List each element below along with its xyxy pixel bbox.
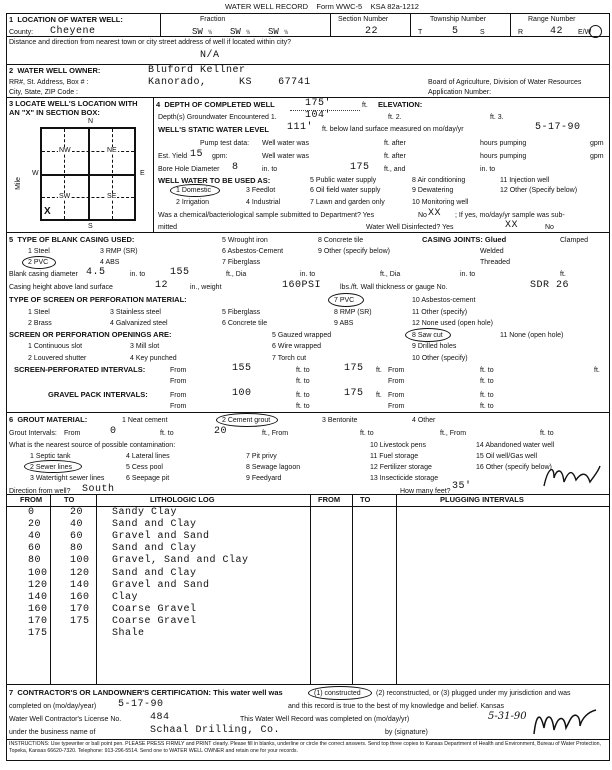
weight-label: in., weight	[190, 284, 222, 291]
use-lawn[interactable]: 7 Lawn and garden only	[310, 199, 385, 206]
opening-saw[interactable]: 8 Saw cut	[412, 332, 443, 339]
contam-feedyard[interactable]: 9 Feedyard	[246, 475, 282, 482]
opening-torch[interactable]: 7 Torch cut	[272, 355, 307, 362]
hp-label-2: hours pumping	[480, 153, 527, 160]
casing-pvc[interactable]: 2 PVC	[28, 259, 49, 266]
screen-concrete[interactable]: 6 Concrete tile	[222, 320, 268, 327]
depth-value[interactable]: 175'	[305, 98, 332, 109]
compass-e: E	[140, 170, 145, 177]
fraction-label: Fraction	[200, 16, 226, 23]
grout-ft-from: ft., From	[262, 430, 289, 437]
casing-concrete[interactable]: 8 Concrete tile	[318, 237, 364, 244]
log-cell-d[interactable]: Shale	[112, 628, 145, 639]
casing-asbestos[interactable]: 6 Asbestos-Cement	[222, 248, 284, 255]
compass-w: W	[32, 170, 39, 177]
instructions: INSTRUCTIONS: Use typewriter or ball point pen. PLEASE PRESS FIRMLY and PRINT clearly. Please fill in blanks, underline or circle the correct answers. Send top three copies to Kansas Department of Health and Environment, Bureau of Water Protection, Topeka, Kansas 66620-7320. Telephone: 913-296-5514. Send one to WATER WELL OWNER and retain one for your records.	[9, 741, 601, 754]
contam-other[interactable]: 16 Other (specify below)	[476, 464, 552, 471]
log-cell-f[interactable]: 170	[28, 616, 48, 627]
contam-oilgas[interactable]: 15 Oil well/Gas well	[476, 453, 538, 460]
diam-in-to: in. to	[300, 271, 316, 278]
screen-galvanized[interactable]: 4 Galvanized steel	[110, 320, 168, 327]
ew-label: E/W	[578, 29, 592, 36]
perf-1-to[interactable]: 175	[344, 363, 364, 374]
chem-no-mark[interactable]: XX	[428, 208, 442, 219]
joint-threaded[interactable]: Threaded	[480, 259, 510, 266]
screen-pvc[interactable]: 7 PVC	[334, 297, 355, 304]
use-domestic[interactable]: 1 Domestic	[176, 187, 212, 194]
depth-ft: ft.	[362, 102, 368, 109]
perf-from-2: From	[170, 378, 187, 385]
howmany-value[interactable]: 35'	[452, 481, 472, 492]
static-tail: ft. below land surface measured on mo/day/yr	[322, 126, 464, 133]
plug-from-header: FROM	[318, 495, 341, 504]
log-cell-f[interactable]: 0	[28, 507, 35, 518]
ww-label-2: Well water was	[262, 153, 309, 160]
log-cell-t[interactable]: 140	[70, 580, 90, 591]
county-value[interactable]: Cheyene	[50, 26, 96, 37]
owner-city[interactable]: Kanorado, KS 67741	[148, 77, 311, 88]
grout-to[interactable]: 20	[214, 426, 228, 437]
log-cell-f[interactable]: 140	[28, 592, 48, 603]
perf-to-2b: ft. to	[480, 378, 494, 385]
chem-mitted: mitted	[158, 224, 178, 231]
screen-brass[interactable]: 2 Brass	[28, 320, 52, 327]
log-cell-f[interactable]: 175	[28, 628, 48, 639]
height-value[interactable]: 12	[155, 280, 169, 291]
cert-constructed[interactable]: (1) constructed	[314, 690, 361, 697]
contam-lateral[interactable]: 4 Lateral lines	[126, 453, 170, 460]
grout-ft-to-2: ft. to	[540, 430, 554, 437]
openings-label: SCREEN OR PERFORATION OPENINGS ARE:	[9, 330, 172, 339]
gpm-2: gpm	[590, 153, 604, 160]
mile-label: Mile	[14, 177, 22, 190]
casing-wrought[interactable]: 5 Wrought iron	[222, 237, 268, 244]
log-cell-d[interactable]: Sand and Clay	[112, 519, 197, 530]
perf-from-1b: From	[388, 367, 405, 374]
s-label: S	[480, 29, 485, 36]
contam-privy[interactable]: 7 Pit privy	[246, 453, 277, 460]
grout-to-label: ft. to	[160, 430, 174, 437]
use-public[interactable]: 5 Public water supply	[310, 177, 377, 184]
log-from-header: FROM	[20, 495, 43, 504]
contam-fertilizer[interactable]: 12 Fertilizer storage	[370, 464, 432, 471]
cert-tail: (2) reconstructed, or (3) plugged under my jurisdiction and was	[376, 690, 571, 697]
section-3-title-2: AN "X" IN SECTION BOX:	[9, 108, 100, 117]
section-5-title: 5 TYPE OF BLANK CASING USED:	[9, 235, 135, 244]
disinfected-label: Water Well Disinfected? Yes	[366, 224, 454, 231]
static-date[interactable]: 5-17-90	[535, 122, 581, 133]
log-cell-d[interactable]: Gravel, Sand and Clay	[112, 555, 249, 566]
gw2-label: ft. 2.	[388, 114, 402, 121]
section-number-label: Section Number	[338, 16, 389, 23]
groundwater-1[interactable]: 104'	[305, 110, 332, 121]
log-cell-d[interactable]: Clay	[112, 592, 139, 603]
grout-other[interactable]: 4 Other	[412, 417, 436, 424]
log-cell-f[interactable]: 60	[28, 543, 42, 554]
screen-fiberglass[interactable]: 5 Fiberglass	[222, 309, 261, 316]
bore-value[interactable]: 8	[232, 162, 239, 173]
use-ac[interactable]: 8 Air conditioning	[412, 177, 466, 184]
grout-from[interactable]: 0	[110, 426, 117, 437]
section-6-title: 6 GROUT MATERIAL:	[9, 415, 88, 424]
log-cell-t[interactable]: 40	[70, 519, 84, 530]
grid-se: SE	[107, 193, 117, 200]
contam-watertight[interactable]: 3 Watertight sewer lines	[30, 475, 105, 482]
section-2-title: 2 WATER WELL OWNER:	[9, 66, 101, 75]
hp-label-1: hours pumping	[480, 140, 527, 147]
joints-label: CASING JOINTS: Glued	[422, 235, 507, 244]
diam-ft-dia: ft., Dia	[226, 271, 247, 278]
log-cell-d[interactable]: Gravel and Sand	[112, 580, 210, 591]
opening-none[interactable]: 11 None (open hole)	[500, 332, 564, 339]
perf-ft-1: ft.	[376, 367, 382, 374]
contam-label: What is the nearest source of possible contamination:	[9, 442, 176, 449]
after-label-1: ft. after	[384, 140, 406, 147]
quarter-3[interactable]: SW ¼	[268, 27, 288, 37]
log-cell-f[interactable]: 80	[28, 555, 42, 566]
log-cell-d[interactable]: Coarse Gravel	[112, 604, 197, 615]
range-value[interactable]: 42	[550, 26, 564, 37]
perf-1-from[interactable]: 155	[232, 363, 252, 374]
gravel-1-to[interactable]: 175	[344, 388, 364, 399]
completed-label: completed on (mo/day/year)	[9, 703, 97, 710]
grout-ft-to: ft. to	[360, 430, 374, 437]
grid-sw: SW	[59, 193, 71, 200]
chem-tail: ; If yes, mo/day/yr sample was sub-	[455, 212, 565, 219]
after-label-2: ft. after	[384, 153, 406, 160]
log-litho-header: LITHOLOGIC LOG	[150, 495, 215, 504]
use-label: WELL WATER TO BE USED AS:	[158, 176, 271, 185]
form-title: WATER WELL RECORD Form WWC-5 KSA 82a-1212	[225, 2, 419, 11]
casing-steel[interactable]: 1 Steel	[28, 248, 50, 255]
log-cell-t[interactable]: 100	[70, 555, 90, 566]
perf-to-2: ft. to	[296, 378, 310, 385]
city-label: City, State, ZIP Code :	[9, 89, 78, 96]
log-cell-d[interactable]: Gravel and Sand	[112, 531, 210, 542]
business-label: under the business name of	[9, 729, 96, 736]
plug-header: PLUGGING INTERVALS	[440, 495, 524, 504]
gravel-from-2b: From	[388, 403, 405, 410]
weight-unit: lbs./ft. Wall thickness or gauge No.	[340, 284, 448, 291]
r-label: R	[518, 29, 524, 36]
casing-abs[interactable]: 4 ABS	[100, 259, 120, 266]
application-number-label: Application Number:	[428, 89, 492, 96]
log-cell-f[interactable]: 20	[28, 519, 42, 530]
contam-fuel[interactable]: 11 Fuel storage	[370, 453, 419, 460]
pump-label: Pump test data:	[200, 140, 250, 147]
joint-clamped[interactable]: Clamped	[560, 237, 589, 244]
joint-welded[interactable]: Welded	[480, 248, 504, 255]
bore-in: in. to	[262, 166, 278, 173]
grid-ne: NE	[107, 147, 117, 154]
contam-seepage[interactable]: 6 Seepage pit	[126, 475, 170, 482]
opening-other[interactable]: 10 Other (specify)	[412, 355, 468, 362]
township-number-label: Township Number	[430, 16, 487, 23]
grout-cement[interactable]: 2 Cement grout	[222, 417, 271, 424]
diam-in-to-2: in. to	[460, 271, 476, 278]
opening-key[interactable]: 4 Key punched	[130, 355, 177, 362]
log-cell-t[interactable]: 20	[70, 507, 84, 518]
diam-ft-end: ft.	[560, 271, 566, 278]
perf-to-1b: ft. to	[480, 367, 494, 374]
board-label: Board of Agriculture, Division of Water Resources	[428, 79, 582, 86]
gravel-from-1b: From	[388, 392, 405, 399]
screen-asbestos[interactable]: 10 Asbestos-cement	[412, 297, 476, 304]
disinfected-yes[interactable]: XX	[505, 220, 519, 231]
completed-date[interactable]: 5-17-90	[118, 699, 164, 710]
record-label: This Water Well Record was completed on (mo/day/yr)	[240, 716, 410, 723]
section-3-title: 3 LOCATE WELL'S LOCATION WITH	[9, 99, 138, 108]
diam-ft-dia-2: ft., Dia	[380, 271, 401, 278]
log-cell-d[interactable]: Coarse Gravel	[112, 616, 197, 627]
business-value[interactable]: Schaal Drilling, Co.	[150, 725, 281, 736]
true-text: and this record is true to the best of my knowledge and belief. Kansas	[288, 703, 504, 710]
grout-bentonite[interactable]: 3 Bentonite	[322, 417, 358, 424]
gw3-label: ft. 3.	[490, 114, 504, 121]
screen-rmp[interactable]: 8 RMP (SR)	[334, 309, 372, 316]
gravel-to-1b: ft. to	[480, 392, 494, 399]
gravel-to-2b: ft. to	[480, 403, 494, 410]
contam-cesspool[interactable]: 5 Cess pool	[126, 464, 163, 471]
bore-in-to: in. to	[480, 166, 496, 173]
howmany-label: How many feet?	[400, 488, 451, 495]
record-date[interactable]: 5-31-90	[488, 711, 527, 722]
township-value[interactable]: 5	[452, 26, 459, 37]
screen-stainless[interactable]: 3 Stainless steel	[110, 309, 161, 316]
compass-n: N	[88, 118, 94, 125]
log-cell-f[interactable]: 100	[28, 568, 48, 579]
section-4-title: 4 DEPTH OF COMPLETED WELL	[156, 100, 275, 109]
section-number[interactable]: 22	[365, 26, 379, 37]
gravel-to-1: ft. to	[296, 392, 310, 399]
well-location-x: X	[44, 206, 51, 217]
use-oilfield[interactable]: 6 Oil field water supply	[310, 187, 381, 194]
screen-label: TYPE OF SCREEN OR PERFORATION MATERIAL:	[9, 295, 187, 304]
opening-louvered[interactable]: 2 Louvered shutter	[28, 355, 87, 362]
diam-to[interactable]: 155	[170, 267, 190, 278]
log-cell-f[interactable]: 40	[28, 531, 42, 542]
signature-initials	[540, 460, 604, 490]
static-label: WELL'S STATIC WATER LEVEL	[158, 125, 269, 134]
log-cell-d[interactable]: Sandy Clay	[112, 507, 178, 518]
gravel-from-2: From	[170, 403, 187, 410]
grout-intervals-label: Grout Intervals:	[9, 430, 57, 437]
use-injection[interactable]: 11 Injection well	[500, 177, 550, 184]
log-cell-d[interactable]: Sand and Clay	[112, 543, 197, 554]
chem-label: Was a chemical/bacteriological sample submitted to Department? Yes	[158, 212, 375, 219]
gravel-1-from[interactable]: 100	[232, 388, 252, 399]
log-cell-t[interactable]: 160	[70, 592, 90, 603]
casing-rmp[interactable]: 3 RMP (SR)	[100, 248, 138, 255]
contam-septic[interactable]: 1 Septic tank	[30, 453, 71, 460]
grout-ft-from-2: ft., From	[440, 430, 467, 437]
section-grid[interactable]	[40, 127, 136, 221]
license-label: Water Well Contractor's License No.	[9, 716, 122, 723]
log-cell-t[interactable]: 170	[70, 604, 90, 615]
grid-nw: NW	[59, 147, 71, 154]
contam-livestock[interactable]: 10 Livestock pens	[370, 442, 427, 449]
casing-other[interactable]: 9 Other (specify below)	[318, 248, 390, 255]
contam-abandoned[interactable]: 14 Abandoned water well	[476, 442, 555, 449]
by-signature: by (signature)	[385, 729, 428, 736]
diam-in: in. to	[130, 271, 146, 278]
distance-label: Distance and direction from nearest town or city street address of well if located within city?	[9, 39, 292, 46]
diam-value[interactable]: 4.5	[86, 267, 106, 278]
perf-from-1: From	[170, 367, 187, 374]
opening-drilled[interactable]: 9 Drilled holes	[412, 343, 457, 350]
screen-abs[interactable]: 9 ABS	[334, 320, 354, 327]
gravel-from-1: From	[170, 392, 187, 399]
screen-other[interactable]: 11 Other (specify)	[412, 309, 468, 316]
bore-and: ft., and	[384, 166, 406, 173]
log-cell-t[interactable]: 120	[70, 568, 90, 579]
log-cell-t[interactable]: 60	[70, 531, 84, 542]
quarter-1[interactable]: SW ¼	[192, 27, 212, 37]
contractor-signature	[530, 706, 602, 738]
perf-label: SCREEN-PERFORATED INTERVALS:	[14, 365, 146, 374]
gauge-value[interactable]: SDR 26	[530, 280, 570, 291]
owner-name[interactable]: Bluford Kellner	[148, 65, 246, 76]
opening-continuous[interactable]: 1 Continuous slot	[28, 343, 83, 350]
license-value[interactable]: 484	[150, 712, 170, 723]
log-cell-d[interactable]: Sand and Clay	[112, 568, 197, 579]
screen-none[interactable]: 12 None used (open hole)	[412, 320, 493, 327]
grout-neat[interactable]: 1 Neat cement	[122, 417, 168, 424]
opening-mill[interactable]: 3 Mill slot	[130, 343, 160, 350]
t-label: T	[418, 29, 423, 36]
range-number-label: Range Number	[528, 16, 576, 23]
direction-label: Direction from well?	[9, 488, 71, 495]
distance-value[interactable]: N/A	[200, 50, 220, 61]
disinfected-no: No	[545, 224, 554, 231]
bore-to[interactable]: 175	[350, 162, 370, 173]
quarter-2[interactable]: SW ¼	[230, 27, 250, 37]
log-cell-f[interactable]: 160	[28, 604, 48, 615]
direction-value[interactable]: South	[82, 484, 115, 495]
chem-no-label: No	[418, 212, 427, 219]
gpm-1: gpm	[590, 140, 604, 147]
use-other[interactable]: 12 Other (Specify below)	[500, 187, 578, 194]
use-irrigation[interactable]: 2 Irrigation	[176, 199, 210, 206]
gravel-ft-1: ft.	[376, 392, 382, 399]
address-label: RR#, St. Address, Box # :	[9, 79, 89, 86]
perf-to-1: ft. to	[296, 367, 310, 374]
opening-wire[interactable]: 6 Wire wrapped	[272, 343, 322, 350]
ww-label-1: Well water was	[262, 140, 309, 147]
use-dewatering[interactable]: 9 Dewatering	[412, 187, 454, 194]
contam-sewer[interactable]: 2 Sewer lines	[30, 464, 73, 471]
log-cell-t[interactable]: 80	[70, 543, 84, 554]
contam-lagoon[interactable]: 8 Sewage lagoon	[246, 464, 301, 471]
log-cell-f[interactable]: 120	[28, 580, 48, 591]
opening-gauzed[interactable]: 5 Gauzed wrapped	[272, 332, 332, 339]
log-to-header: TO	[64, 495, 75, 504]
height-label: Casing height above land surface	[9, 284, 113, 291]
gravel-label: GRAVEL PACK INTERVALS:	[48, 390, 148, 399]
yield-value[interactable]: 15	[190, 149, 204, 160]
screen-steel[interactable]: 1 Steel	[28, 309, 50, 316]
use-monitoring[interactable]: 10 Monitoring well	[412, 199, 469, 206]
perf-ft-1b: ft.	[594, 367, 600, 374]
contam-insecticide[interactable]: 13 Insecticide storage	[370, 475, 439, 482]
section-7-title: 7 CONTRACTOR'S OR LANDOWNER'S CERTIFICATION: This water well was	[9, 688, 283, 697]
perf-from-2b: From	[388, 378, 405, 385]
grout-from-label: From	[64, 430, 81, 437]
log-cell-t[interactable]: 175	[70, 616, 90, 627]
plug-to-header: TO	[360, 495, 371, 504]
yield-unit: gpm:	[212, 153, 228, 160]
weight-value[interactable]: 160PSI	[282, 280, 322, 291]
elevation-label: ELEVATION:	[378, 100, 423, 109]
section-1-title: 1 LOCATION OF WATER WELL:	[9, 15, 123, 24]
groundwater-label: Depth(s) Groundwater Encountered 1.	[158, 114, 277, 121]
casing-fiberglass[interactable]: 7 Fiberglass	[222, 259, 261, 266]
county-label: County:	[9, 29, 34, 36]
static-value[interactable]: 111'	[287, 122, 314, 133]
gravel-to-2: ft. to	[296, 403, 310, 410]
diam-label: Blank casing diameter	[9, 271, 78, 278]
use-feedlot[interactable]: 3 Feedlot	[246, 187, 276, 194]
yield-label: Est. Yield	[158, 153, 188, 160]
compass-s: S	[88, 223, 93, 230]
bore-label: Bore Hole Diameter	[158, 166, 220, 173]
use-industrial[interactable]: 4 Industrial	[246, 199, 281, 206]
